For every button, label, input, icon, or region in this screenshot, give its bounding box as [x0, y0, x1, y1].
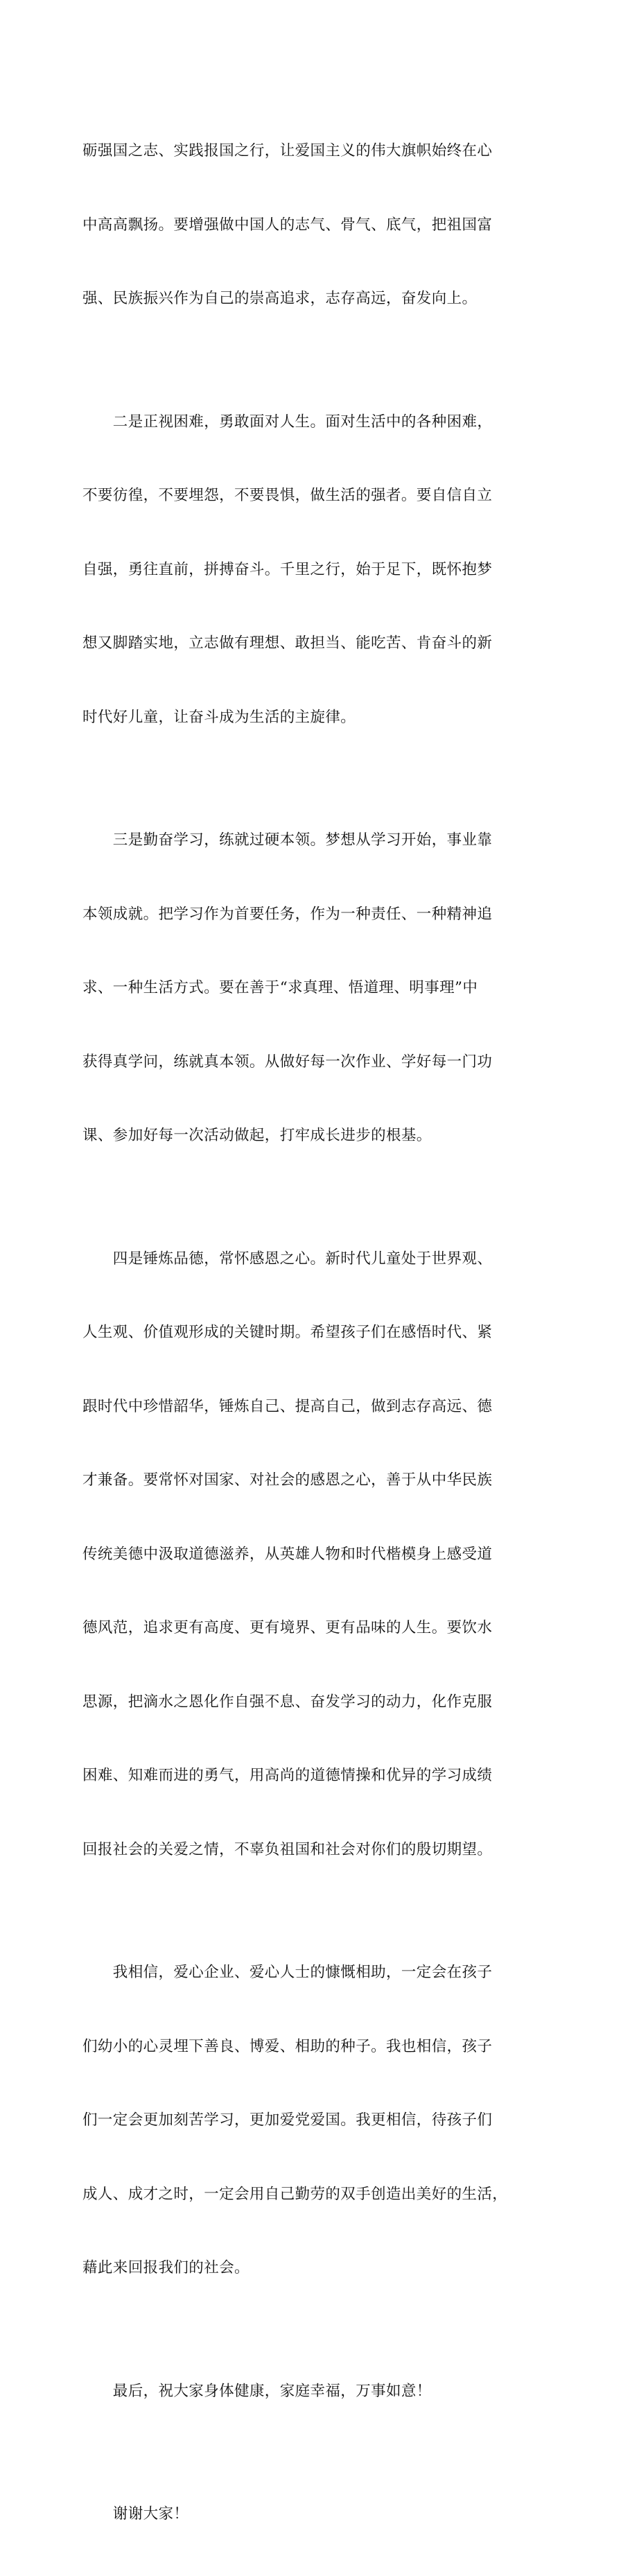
- text-line: 人生观、价值观形成的关键时期。希望孩子们在感悟时代、紧: [82, 1324, 493, 1341]
- paragraph-continuation: [82, 89, 554, 361]
- text-line: 想又脚踏实地，立志做有理想、敢担当、能吃苦、肯奋斗的新: [82, 634, 493, 652]
- document-body: [82, 89, 554, 2576]
- text-line: 思源，把滴水之恩化作自强不息、奋发学习的动力，化作克服: [82, 1693, 493, 1711]
- text-line: 藉此来回报我们的社会。: [82, 2259, 250, 2276]
- text-line: 砺强国之志、实践报国之行，让爱国主义的伟大旗帜始终在心: [82, 142, 493, 159]
- text-line: 三是勤奋学习，练就过硬本领。梦想从学习开始，事业靠: [82, 831, 493, 849]
- text-line: 课、参加好每一次活动做起，打牢成长进步的根基。: [82, 1127, 432, 1144]
- text-line: 强、民族振兴作为自己的崇高追求，志存高远，奋发向上。: [82, 290, 478, 307]
- text-line: 德风范，追求更有高度、更有境界、更有品味的人生。要饮水: [82, 1619, 493, 1636]
- text-line: 本领成就。把学习作为首要任务，作为一种责任、一种精神追: [82, 905, 493, 923]
- text-line: 获得真学问，练就真本领。从做好每一次作业、学好每一门功: [82, 1053, 493, 1071]
- text-line: 最后，祝大家身体健康，家庭幸福，万事如意！: [82, 2382, 432, 2400]
- paragraph-closing-wishes: [82, 2330, 554, 2453]
- text-line: 谢谢大家！: [82, 2505, 189, 2523]
- text-line: 们一定会更加刻苦学习，更加爱党爱国。我更相信，待孩子们: [82, 2111, 493, 2129]
- text-line: 求、一种生活方式。要在善于“求真理、悟道理、明事理”中: [82, 979, 478, 996]
- paragraph-face-difficulties: [82, 361, 554, 779]
- text-line: 四是锤炼品德，常怀感恩之心。新时代儿童处于世界观、: [82, 1250, 493, 1268]
- paragraph-thanks: [82, 2453, 554, 2576]
- text-line: 二是正视困难，勇敢面对人生。面对生活中的各种困难，: [82, 413, 493, 431]
- text-line: 自强，勇往直前，拼搏奋斗。千里之行，始于足下，既怀抱梦: [82, 560, 493, 578]
- text-line: 们幼小的心灵埋下善良、博爱、相助的种子。我也相信，孩子: [82, 2037, 493, 2055]
- text-line: 回报社会的关爱之情，不辜负祖国和社会对你们的殷切期望。: [82, 1840, 493, 1858]
- text-line: 成人、成才之时，一定会用自己勤劳的双手创造出美好的生活，: [82, 2185, 508, 2203]
- text-line: 跟时代中珍惜韶华，锤炼自己、提高自己，做到志存高远、德: [82, 1397, 493, 1415]
- text-line: 传统美德中汲取道德滋养，从英雄人物和时代楷模身上感受道: [82, 1545, 493, 1563]
- text-line: 困难、知难而进的勇气，用高尚的道德情操和优异的学习成绩: [82, 1767, 493, 1784]
- text-line: 我相信，爱心企业、爱心人士的慷慨相助，一定会在孩子: [82, 1964, 493, 1981]
- paragraph-study-hard: [82, 779, 554, 1198]
- text-line: 中高高飘扬。要增强做中国人的志气、骨气、底气，把祖国富: [82, 216, 493, 234]
- text-line: 时代好儿童，让奋斗成为生活的主旋律。: [82, 708, 356, 726]
- text-line: 不要彷徨，不要埋怨，不要畏惧，做生活的强者。要自信自立: [82, 487, 493, 504]
- paragraph-moral-character: [82, 1198, 554, 1912]
- text-line: 才兼备。要常怀对国家、对社会的感恩之心，善于从中华民族: [82, 1471, 493, 1489]
- paragraph-belief: [82, 1911, 554, 2330]
